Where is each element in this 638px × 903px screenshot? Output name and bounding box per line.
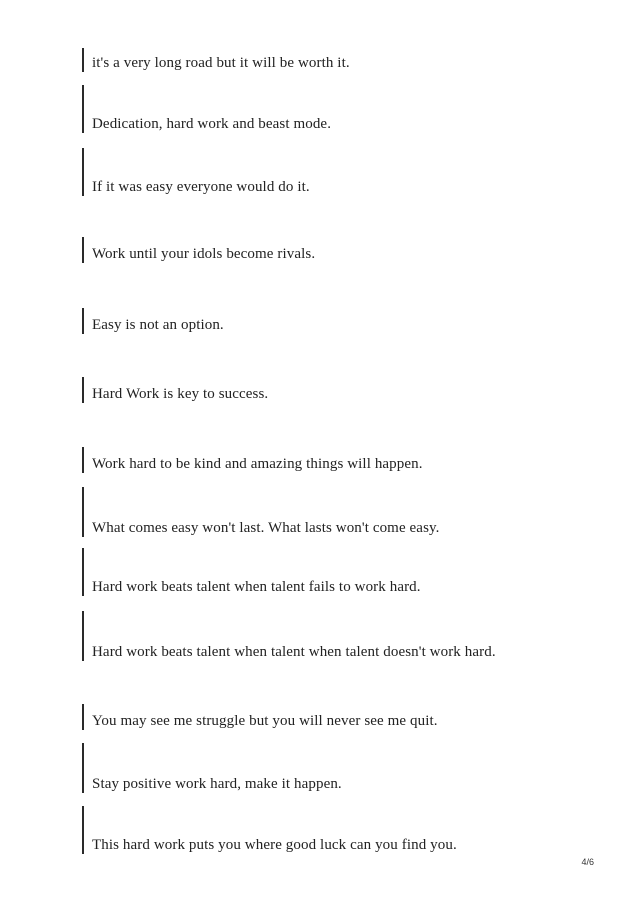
quote-text: Work until your idols become rivals. — [92, 246, 316, 262]
quote-block — [82, 308, 224, 334]
quote-block — [82, 704, 438, 730]
quote-text: Work hard to be kind and amazing things will happen. — [92, 456, 423, 472]
quote-block — [82, 487, 440, 537]
page-number: 4/6 — [581, 857, 594, 867]
quote-block — [82, 85, 332, 133]
quote-block — [82, 447, 423, 473]
quote-block — [82, 377, 269, 403]
quote-block — [82, 743, 342, 793]
quote-text: What comes easy won't last. What lasts won't come easy. — [92, 520, 440, 536]
quote-block — [82, 611, 496, 661]
quote-text: Dedication, hard work and beast mode. — [92, 116, 332, 132]
quote-text: This hard work puts you where good luck can you find you. — [92, 837, 457, 853]
quote-text: Hard work beats talent when talent when talent doesn't work hard. — [92, 644, 496, 660]
quote-text: Easy is not an option. — [92, 317, 224, 333]
quote-block — [82, 806, 457, 854]
quote-block — [82, 148, 310, 196]
quote-text: Hard Work is key to success. — [92, 386, 269, 402]
quote-text: If it was easy everyone would do it. — [92, 179, 310, 195]
quote-block — [82, 548, 421, 596]
quote-text: Stay positive work hard, make it happen. — [92, 776, 342, 792]
quote-text: You may see me struggle but you will never see me quit. — [92, 713, 438, 729]
quote-text: it's a very long road but it will be worth it. — [92, 55, 350, 71]
quote-block — [82, 237, 316, 263]
quote-text: Hard work beats talent when talent fails to work hard. — [92, 579, 421, 595]
quote-block — [82, 48, 350, 72]
